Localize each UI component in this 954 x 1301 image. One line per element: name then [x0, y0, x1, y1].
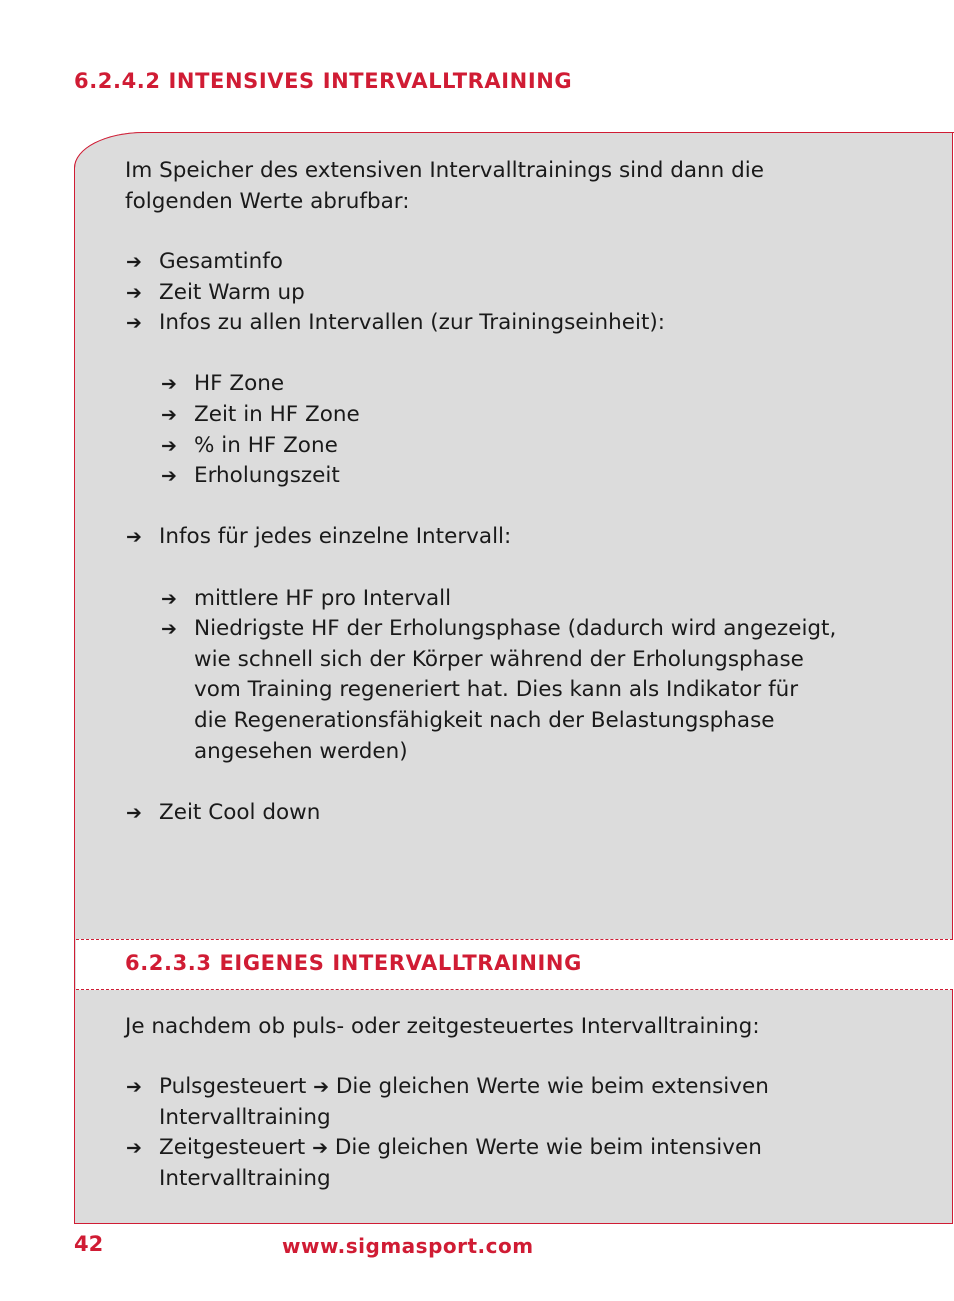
arrow-right-icon: ➔	[161, 404, 177, 426]
list-item	[126, 798, 859, 829]
intro-paragraph	[125, 155, 845, 217]
arrow-right-icon: ➔	[161, 588, 177, 610]
arrow-right-icon: ➔	[126, 1137, 142, 1159]
list-item-text: Zeit Warm up	[159, 280, 305, 305]
list-item-text-line: die Regenerationsfähigkeit nach der Belastungsphase	[194, 708, 775, 734]
page-number: 42	[74, 1232, 104, 1256]
list-item-label: Zeitgesteuert	[159, 1135, 306, 1160]
footer-url-link[interactable]: www.sigmasport.com	[282, 1234, 534, 1258]
list-item-text: mittlere HF pro Intervall	[194, 586, 452, 611]
arrow-right-icon: ➔	[313, 1076, 330, 1098]
list-item	[126, 522, 859, 553]
list-item-text: Infos zu allen Intervallen (zur Trainingseinheit):	[159, 310, 666, 335]
list-item-text: % in HF Zone	[194, 433, 338, 458]
arrow-right-icon: ➔	[161, 618, 177, 640]
list-item-text: Infos für jedes einzelne Intervall:	[159, 524, 512, 549]
list-item-desc: Die gleichen Werte wie beim extensiven	[335, 1074, 769, 1099]
list-item-text: Zeit in HF Zone	[194, 402, 360, 427]
list-item-desc: Die gleichen Werte wie beim intensiven	[334, 1135, 762, 1160]
list-item	[126, 1072, 859, 1133]
section-heading-eigenes: 6.2.3.3 EIGENES INTERVALLTRAINING	[125, 951, 582, 975]
list-item-text: Zeit Cool down	[159, 800, 321, 825]
arrow-right-icon: ➔	[126, 1076, 142, 1098]
sub-list-item	[161, 400, 854, 431]
list-item-text: HF Zone	[194, 371, 285, 396]
list-item-text-line: Intervalltraining	[159, 1104, 331, 1130]
intro-line: folgenden Werte abrufbar:	[125, 189, 410, 214]
arrow-right-icon: ➔	[161, 465, 177, 487]
section-heading-intensives: 6.2.4.2 INTENSIVES INTERVALLTRAINING	[74, 69, 573, 93]
intro-line: Im Speicher des extensiven Intervalltrainings sind dann die	[125, 158, 764, 183]
list-item	[126, 278, 859, 309]
list-item-text-line: wie schnell sich der Körper während der Erholungsphase	[194, 646, 804, 672]
list-item	[126, 247, 859, 278]
arrow-right-icon: ➔	[126, 802, 142, 824]
list-item-text: Erholungszeit	[194, 463, 340, 488]
list-item	[126, 1133, 859, 1194]
arrow-right-icon: ➔	[126, 312, 142, 334]
sub-list-item	[161, 369, 854, 400]
section2-intro: Je nachdem ob puls- oder zeitgesteuertes Intervalltraining:	[125, 1014, 760, 1039]
arrow-right-icon: ➔	[312, 1137, 328, 1159]
list-item-text: Gesamtinfo	[159, 249, 283, 274]
list-item-text-line: angesehen werden)	[194, 738, 408, 764]
arrow-right-icon: ➔	[161, 435, 177, 457]
list-item-text-line	[159, 1072, 859, 1103]
sub-list-item	[161, 614, 854, 768]
arrow-right-icon: ➔	[161, 373, 177, 395]
list-item-text-line: Intervalltraining	[159, 1165, 331, 1191]
list-item-text-line: vom Training regeneriert hat. Dies kann als Indikator für	[194, 677, 799, 703]
sub-list-item	[161, 431, 854, 462]
list-item	[126, 308, 859, 339]
list-item-text-line	[159, 1133, 859, 1164]
arrow-right-icon: ➔	[126, 526, 142, 548]
sub-list-item	[161, 584, 854, 615]
sub-list-item	[161, 461, 854, 492]
arrow-right-icon: ➔	[126, 282, 142, 304]
arrow-right-icon: ➔	[126, 251, 142, 273]
list-item-label: Pulsgesteuert	[159, 1074, 307, 1099]
list-item-text-line: Niedrigste HF der Erholungsphase (dadurch wird angezeigt,	[194, 616, 837, 641]
